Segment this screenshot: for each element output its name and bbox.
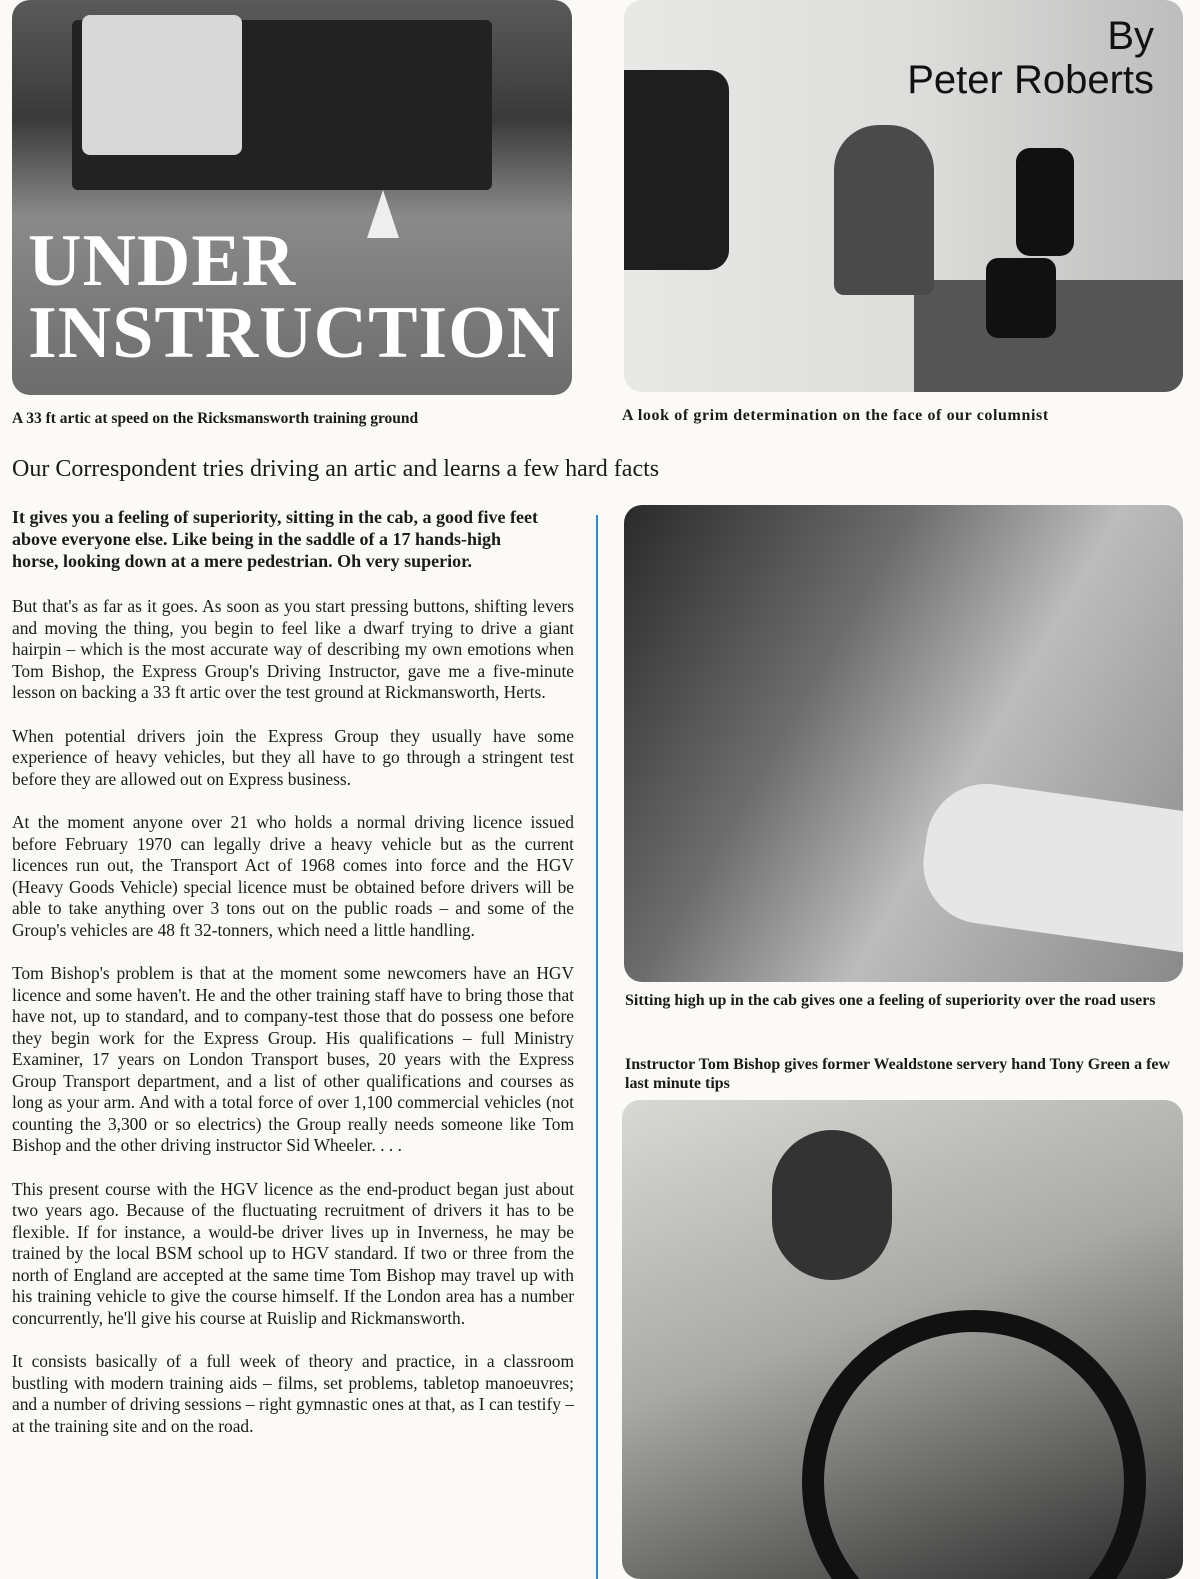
photo-driver-high-in-cab [624,505,1183,982]
intro-paragraph: It gives you a feeling of superiority, sitting in the cab, a good five feet above everyone else. Like being in the saddle of a 17 hands-high horse, looking down at a mere pedestrian. Oh very superior. [12,507,538,571]
paragraph: It consists basically of a full week of theory and practice, in a classroom bustling with modern training aids – films, set problems, tabletop manoeuvres; and a number of driving sessions – right gymnastic ones at that, as I can testify – at the training site and on the road. [12,1351,574,1436]
byline [907,14,1154,102]
column-divider [596,515,598,1579]
article-body [12,506,574,1459]
title-line-2: INSTRUCTION [28,292,562,374]
cab-window [624,70,729,270]
caption-photo3: Sitting high up in the cab gives one a feeling of superiority over the road users [625,992,1156,1009]
paragraph: When potential drivers join the Express Group they usually have some experience of heavy vehicles, but they all have to go through a stringent test before they are allowed out on Express business. [12,725,574,789]
headline: Our Correspondent tries driving an artic and learns a few hard facts [12,456,660,482]
paragraph: At the moment anyone over 21 who holds a normal driving licence issued before February 1970 can legally drive a heavy vehicle but as the current licences run out, the Transport Act of 1968 comes into force and the HGV (Heavy Goods Vehicle) special licence must be obtained before drivers will be able to take anything over 3 tons out on the public roads – and some of the Group's vehicles are 48 ft 32-tonners, which need a little handling. [12,812,574,940]
mirror-lower [986,258,1056,338]
byline-by: By [1107,14,1154,58]
photo-artic-training-ground [12,0,572,395]
caption-photo1: A 33 ft artic at speed on the Ricksmansworth training ground [12,410,419,427]
cab-shape [82,15,242,155]
steering-wheel [802,1310,1146,1579]
caption-photo2: A look of grim determination on the face of our columnist [622,407,1049,424]
paragraph: But that's as far as it goes. As soon as you start pressing buttons, shifting levers and moving the thing, you begin to feel like a dwarf trying to drive a giant hairpin – which is the most accurate way of describing my own emotions when Tom Bishop, the Express Group's Driving Instructor, gave me a five-minute lesson on backing a 33 ft artic over the test ground at Rickmansworth, Herts. [12,596,574,702]
photo-instructor-tips [622,1100,1183,1579]
title-line-1: UNDER [28,220,297,302]
paragraph: This present course with the HGV licence as the end-product began just about two years ago. Because of the fluctuating recruitment of drivers it has to be flexible. If for instance, a would-be driver lives up in Inverness, he may be trained by the local BSM school up to HGV standard. If two or three from the north of England are accepted at the same time Tom Bishop may travel up with his training vehicle to give the course himself. If the London area has a number concurrently, he'll give his course at Ruislip and Rickmansworth. [12,1178,574,1328]
mirror [1016,148,1074,256]
byline-author: Peter Roberts [907,58,1154,102]
tanker-shape [916,776,1183,954]
paragraph: Tom Bishop's problem is that at the moment some newcomers have an HGV licence and some haven't. He and the other training staff have to bring those that have not, up to standard, and to company-test those that do possess one before they begin work for the Express Group. His qualifications – full Ministry Examiner, 17 years on London Transport buses, 20 years with the Express Group Transport department, and a list of other qualifications and courses as long as your arm. And with a total force of over 1,100 commercial vehicles (not counting the 3,300 or so electrics) the Group really needs someone like Tom Bishop and the other driving instructor Sid Wheeler. . . . [12,963,574,1155]
trainee-figure [772,1130,892,1280]
article-title [28,220,562,374]
caption-photo4: Instructor Tom Bishop gives former Wealdstone servery hand Tony Green a few last minute tips [625,1056,1171,1092]
columnist-figure [834,125,934,295]
